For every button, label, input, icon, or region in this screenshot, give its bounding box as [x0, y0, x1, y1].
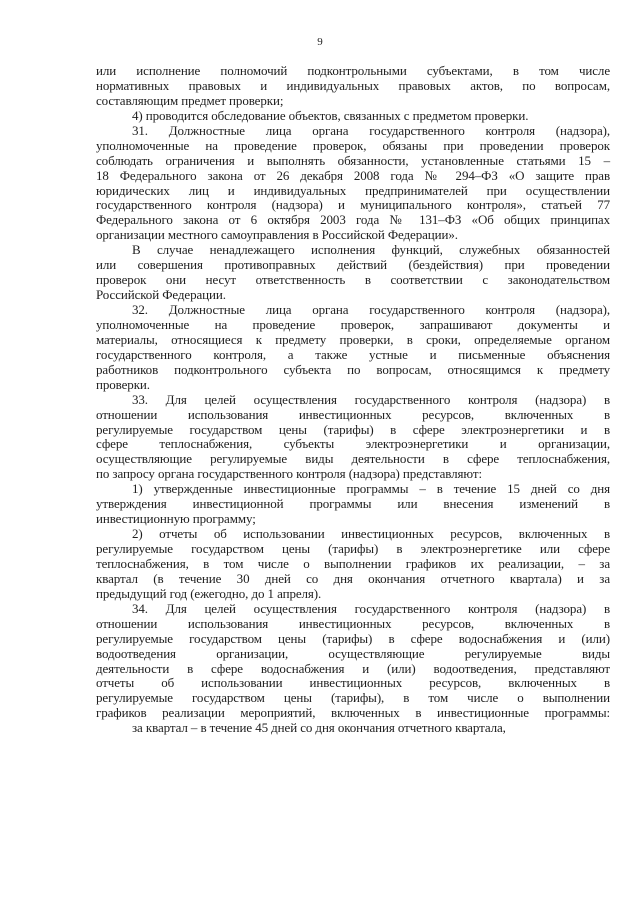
- text-line: по запросу органа государственного контроля (надзора) представляют:: [96, 466, 482, 482]
- text-line: соблюдать ограничения и выполнять обязанности, установленные статьями 15 –: [96, 152, 610, 168]
- text-line: составляющим предмет проверки;: [96, 92, 284, 108]
- text-line: Российской Федерации.: [96, 287, 226, 303]
- page-number: 9: [317, 36, 323, 48]
- text-line: 33. Для целей осуществления государственного контроля (надзора) в: [132, 391, 610, 407]
- text-line: регулируемые государством цены (тарифы) в сфере водоснабжения и (или): [96, 630, 610, 646]
- text-line: или совершения противоправных действий (бездействия) при проведении: [96, 257, 610, 273]
- paragraph-continuation: [96, 64, 610, 109]
- text-line: Федерального закона от 6 октября 2003 года № 131–ФЗ «Об общих принципах: [96, 212, 610, 228]
- text-line: квартал (в течение 30 дней со дня окончания отчетного квартала) и за: [96, 570, 610, 586]
- text-line: отношении использования инвестиционных ресурсов, включенных в: [96, 615, 610, 631]
- text-line: осуществляющие регулируемые виды деятельности в сфере теплоснабжения,: [96, 451, 610, 467]
- text-line: деятельности в сфере водоснабжения и (или) водоотведения, представляют: [96, 660, 610, 676]
- text-line: регулируемые государством цены (тарифы), в том числе о выполнении: [96, 690, 610, 706]
- paragraph-33-2: [96, 527, 610, 602]
- text-line: юридических лиц и индивидуальных предпринимателей при осуществлении: [96, 182, 610, 198]
- paragraph-34: [96, 602, 610, 722]
- text-line: проверки.: [96, 376, 150, 392]
- text-line: 1) утвержденные инвестиционные программы – в течение 15 дней со дня: [132, 481, 610, 497]
- text-line: утверждения инвестиционной программы или внесения изменений в: [96, 496, 610, 512]
- document-body: [96, 64, 610, 736]
- text-line: В случае ненадлежащего исполнения функций, служебных обязанностей: [132, 242, 610, 258]
- paragraph-33: [96, 393, 610, 483]
- text-line: 18 Федерального закона от 26 декабря 2008 года № 294–ФЗ «О защите прав: [96, 167, 610, 183]
- text-line: уполномоченные на проведение проверок, обязаны при проведении проверок: [96, 137, 610, 153]
- text-line: отчеты об использовании инвестиционных ресурсов, включенных в: [96, 675, 610, 691]
- text-line: отношении использования инвестиционных ресурсов, включенных в: [96, 406, 610, 422]
- text-line: организации местного самоуправления в Российской Федерации».: [96, 227, 458, 243]
- text-line: сфере теплоснабжения, субъекты электроэнергетики и организации,: [96, 436, 610, 452]
- text-line: водоотведения организации, осуществляющие регулируемые виды: [96, 645, 610, 661]
- text-line: регулируемые государством цены (тарифы) в электроэнергетике или сфере: [96, 541, 610, 556]
- text-line: предыдущий год (ежегодно, до 1 апреля).: [96, 585, 322, 601]
- paragraph-34-quarter: [96, 721, 610, 736]
- text-line: 31. Должностные лица органа государственного контроля (надзора),: [132, 122, 610, 138]
- text-line: 4) проводится обследование объектов, связанных с предметом проверки.: [132, 107, 529, 123]
- text-line: инвестиционную программу;: [96, 511, 256, 527]
- paragraph-31: [96, 124, 610, 244]
- paragraph-32: [96, 303, 610, 393]
- text-line: графиков реализации мероприятий, включенных в инвестиционные программы:: [96, 705, 610, 721]
- text-line: уполномоченные на проведение проверок, запрашивают документы и: [96, 316, 610, 332]
- text-line: теплоснабжения, в том числе о выполнении графиков их реализации, – за: [96, 555, 610, 571]
- text-line: проверок они несут ответственность в соответствии с законодательством: [96, 272, 610, 288]
- paragraph-item-4: [96, 109, 610, 124]
- text-line: 34. Для целей осуществления государственного контроля (надзора) в: [132, 600, 610, 616]
- paragraph-33-1: [96, 482, 610, 527]
- text-line: материалы, относящиеся к предмету проверки, в сроки, определяемые органом: [96, 331, 610, 347]
- text-line: нормативных правовых и индивидуальных правовых актов, по вопросам,: [96, 77, 610, 93]
- text-line: 32. Должностные лица органа государственного контроля (надзора),: [132, 302, 610, 317]
- text-line: 2) отчеты об использовании инвестиционных ресурсов, включенных в: [132, 526, 610, 542]
- paragraph-31-responsibility: [96, 243, 610, 303]
- text-line: или исполнение полномочий подконтрольными субъектами, в том числе: [96, 63, 610, 78]
- text-line: регулируемые государством цены (тарифы) в сфере электроэнергетики и в: [96, 421, 610, 437]
- text-line: работников подконтрольного субъекта по вопросам, относящимся к предмету: [96, 361, 610, 377]
- text-line: государственного контроля (надзора) и муниципального контроля», статьей 77: [96, 197, 610, 213]
- text-line: государственного контроля, а также устные и письменные объяснения: [96, 346, 610, 362]
- text-line: за квартал – в течение 45 дней со дня окончания отчетного квартала,: [132, 720, 506, 736]
